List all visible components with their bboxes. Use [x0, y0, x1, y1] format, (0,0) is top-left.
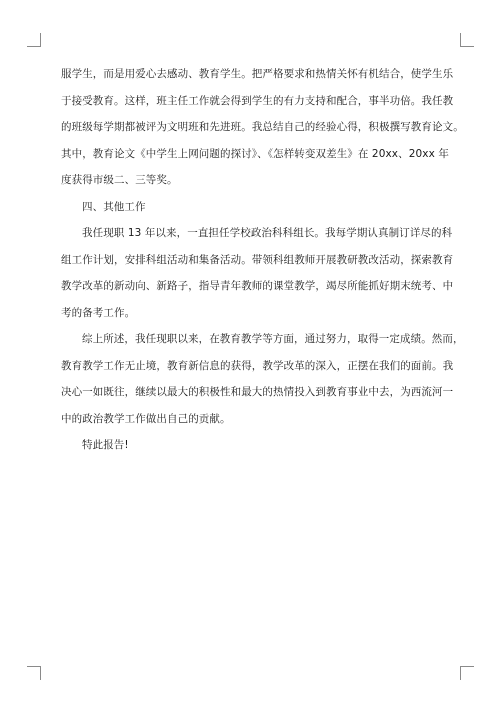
text-line: 服学生，而是用爱心去感动、教育学生。把严格要求和热情关怀有机结合，使学生乐	[61, 68, 454, 80]
closing-line: 特此报告!	[82, 439, 129, 451]
crop-mark-bottom-right	[460, 666, 474, 680]
text-line: 教育教学工作无止境，教育新信息的获得，教学改革的深入，正摆在我们的面前。我	[61, 359, 454, 372]
paragraph-closing	[61, 432, 441, 459]
text-line: 我任现职 13 年以来，一直担任学校政治科科组长。我每学期认真制订详尽的科	[82, 227, 453, 239]
text-line: 于接受教育。这样，班主任工作就会得到学生的有力支持和配合，事半功倍。我任教	[61, 94, 454, 107]
text-line: 中的政治教学工作做出自己的贡献。	[61, 412, 231, 425]
crop-mark-top-left	[27, 33, 41, 47]
paragraph-summary	[61, 326, 464, 432]
paragraph-class-management	[61, 61, 464, 194]
text-line: 决心一如既往，继续以最大的积极性和最大的热情投入到教育事业中去，为西流河一	[61, 386, 454, 398]
text-line: 度获得市级二、三等奖。	[61, 174, 178, 186]
paragraph-subject-group	[61, 220, 454, 326]
section-heading: 四、其他工作	[82, 200, 146, 213]
crop-mark-bottom-left	[27, 666, 41, 680]
text-line: 其中，教育论文《中学生上网问题的探讨》、《怎样转变双差生》在 20xx、20xx 年	[61, 147, 449, 160]
text-line: 教学改革的新动向、新路子，指导青年教师的课堂教学，竭尽所能抓好期末统考、中	[61, 280, 454, 292]
text-line: 考的备考工作。	[61, 306, 136, 319]
document-body	[61, 61, 464, 459]
section-heading-other-work	[61, 194, 441, 221]
text-line: 组工作计划，安排科组活动和集备活动。带领科组教师开展教研教改活动，探索教育	[61, 253, 454, 266]
text-line: 的班级每学期都被评为文明班和先进班。我总结自己的经验心得，积极撰写教育论文。	[61, 121, 464, 133]
text-line: 综上所述，我任现职以来，在教育教学等方面，通过努力，取得一定成绩。然而，	[82, 333, 464, 345]
crop-mark-top-right	[460, 33, 474, 47]
